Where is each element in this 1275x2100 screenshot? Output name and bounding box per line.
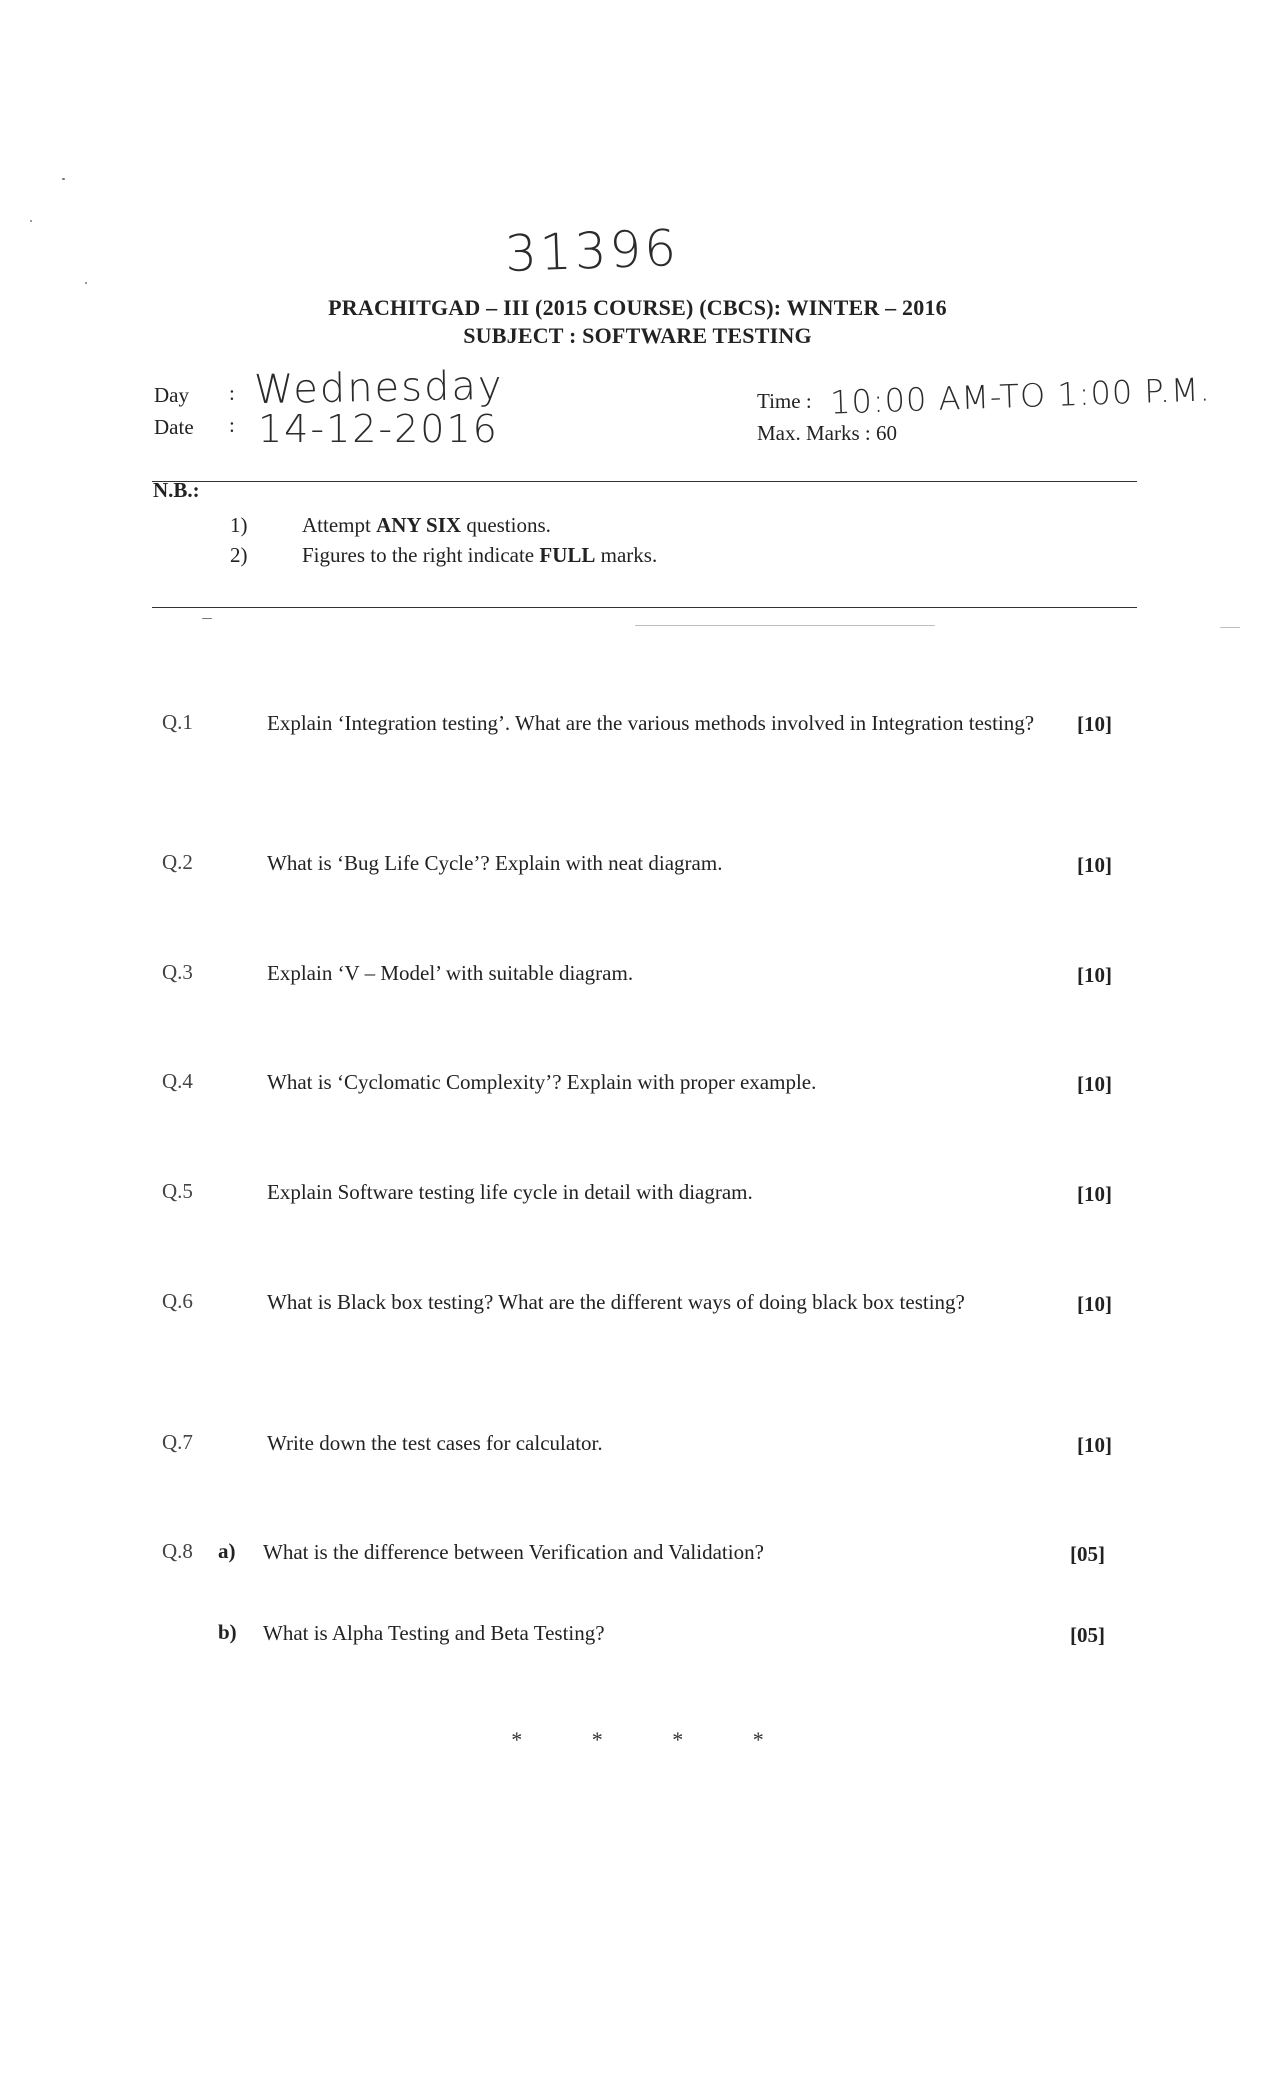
question-text: Explain ‘V – Model’ with suitable diagram.	[267, 961, 634, 985]
note-text: Attempt ANY SIX questions.	[302, 513, 551, 537]
scan-speck	[30, 220, 32, 222]
question-number: Q.3	[162, 960, 193, 984]
question-number: Q.1	[162, 710, 193, 734]
time-label: Time :	[757, 389, 812, 413]
question-text: What is Alpha Testing and Beta Testing?	[263, 1621, 605, 1645]
day-colon: :	[229, 381, 235, 405]
question-text: Explain ‘Integration testing’. What are the various methods involved in Integration testing?	[267, 711, 1035, 735]
question-marks: [05]	[1070, 1542, 1105, 1566]
note-number: 2)	[230, 543, 248, 567]
nb-label: N.B.:	[153, 478, 200, 502]
day-value: Wednesday	[253, 362, 504, 414]
note-text: Figures to the right indicate FULL marks.	[302, 543, 658, 567]
question-marks: [10]	[1077, 1433, 1112, 1457]
end-marker	[0, 1727, 1275, 1753]
question-text: What is ‘Bug Life Cycle’? Explain with neat diagram.	[267, 851, 723, 875]
scan-speck	[635, 625, 935, 626]
question-marks: [10]	[1077, 1072, 1112, 1096]
question-text: Write down the test cases for calculator.	[267, 1431, 603, 1455]
question-number: Q.2	[162, 850, 193, 874]
divider-bottom	[152, 607, 1137, 608]
question-text: What is Black box testing? What are the different ways of doing black box testing?	[267, 1290, 965, 1314]
question-subpart: b)	[218, 1620, 237, 1644]
note-number: 1)	[230, 513, 248, 537]
question-number: Q.7	[162, 1430, 193, 1454]
question-marks: [10]	[1077, 712, 1112, 736]
question-marks: [10]	[1077, 963, 1112, 987]
question-marks: [10]	[1077, 1292, 1112, 1316]
question-text: Explain Software testing life cycle in detail with diagram.	[267, 1180, 753, 1204]
star-glyph: *	[511, 1727, 523, 1752]
star-glyph: *	[752, 1727, 764, 1752]
question-marks: [10]	[1077, 853, 1112, 877]
subject-title: SUBJECT : SOFTWARE TESTING	[463, 323, 812, 348]
day-label: Day	[154, 383, 189, 407]
star-glyph: *	[672, 1727, 684, 1752]
paper-code: 31396	[504, 218, 681, 284]
max-marks: Max. Marks : 60	[757, 421, 897, 445]
question-marks: [05]	[1070, 1623, 1105, 1647]
time-value: 10:00 AM-TO 1:00 P.M.	[829, 370, 1212, 422]
divider-top	[152, 481, 1137, 482]
date-value: 14-12-2016	[258, 407, 499, 451]
scan-speck	[85, 282, 87, 284]
question-number: Q.8	[162, 1539, 193, 1563]
star-glyph: *	[591, 1727, 603, 1752]
question-number: Q.6	[162, 1289, 193, 1313]
scan-speck	[1220, 627, 1240, 628]
exam-title: PRACHITGAD – III (2015 COURSE) (CBCS): WINTER – 2016	[328, 295, 947, 320]
question-text: What is ‘Cyclomatic Complexity’? Explain with proper example.	[267, 1070, 817, 1094]
date-colon: :	[229, 413, 235, 437]
question-number: Q.4	[162, 1069, 193, 1093]
question-number: Q.5	[162, 1179, 193, 1203]
scan-speck	[202, 618, 212, 619]
question-subpart: a)	[218, 1539, 236, 1563]
question-marks: [10]	[1077, 1182, 1112, 1206]
scan-speck	[62, 178, 65, 180]
question-text: What is the difference between Verification and Validation?	[263, 1540, 764, 1564]
date-label: Date	[154, 415, 194, 439]
